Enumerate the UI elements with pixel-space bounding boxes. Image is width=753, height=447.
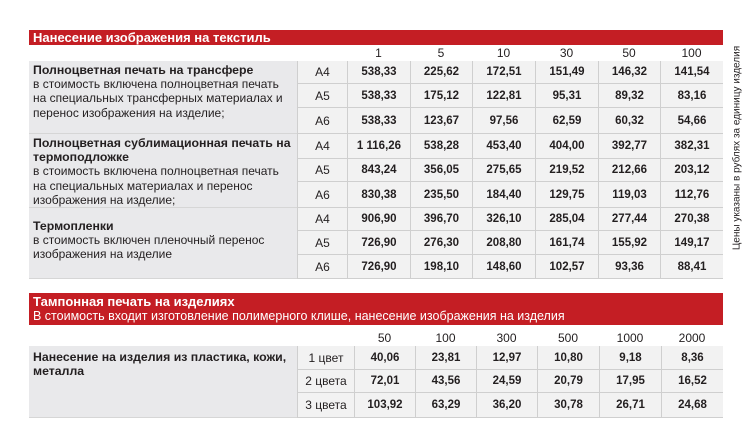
qty-header: 300 <box>496 330 517 345</box>
color-count-label: 2 цвета <box>297 370 354 393</box>
price-cell: 60,32 <box>598 108 660 134</box>
pad-quantity-header <box>29 329 723 346</box>
price-cell: 275,65 <box>472 159 535 183</box>
price-cell: 277,44 <box>598 208 660 231</box>
price-cell: 93,36 <box>598 255 660 279</box>
price-cell: 184,40 <box>472 182 535 208</box>
price-cell: 356,05 <box>410 159 472 183</box>
price-cell: 129,75 <box>535 182 598 208</box>
price-cell: 538,33 <box>347 108 410 134</box>
price-cell: 89,32 <box>598 84 660 108</box>
price-cell: 12,97 <box>476 346 537 370</box>
side-note <box>724 43 750 253</box>
price-cell: 16,52 <box>661 370 723 393</box>
price-cell: 141,54 <box>660 61 723 84</box>
qty-header: 10 <box>496 46 511 60</box>
textile-section-header <box>29 30 723 45</box>
price-cell: 219,52 <box>535 159 598 183</box>
qty-header: 500 <box>557 330 579 345</box>
format-label: А6 <box>297 182 347 208</box>
price-cell: 20,79 <box>537 370 599 393</box>
price-cell: 538,33 <box>347 84 410 108</box>
price-cell: 149,17 <box>660 231 723 255</box>
group-title: Полноцветная печать на трансфере <box>33 63 254 77</box>
price-cell: 24,59 <box>476 370 537 393</box>
price-cell: 151,49 <box>535 61 598 84</box>
price-cell: 30,78 <box>537 393 599 418</box>
price-cell: 830,38 <box>347 182 410 208</box>
price-cell: 122,81 <box>472 84 535 108</box>
group-description-sublimation <box>29 134 297 208</box>
textile-quantity-header <box>29 45 723 61</box>
group-title: Термопленки <box>33 219 114 234</box>
price-cell: 146,32 <box>598 61 660 84</box>
textile-price-table <box>29 45 723 279</box>
format-label: А6 <box>297 108 347 134</box>
price-cell: 63,29 <box>415 393 476 418</box>
price-cell: 326,10 <box>472 208 535 231</box>
table-row <box>29 208 723 231</box>
format-label: А4 <box>297 208 347 231</box>
group-description-transfer <box>29 61 297 134</box>
price-cell: 404,00 <box>535 134 598 159</box>
pad-price-table <box>29 329 723 418</box>
price-cell: 225,62 <box>410 61 472 84</box>
color-count-label: 1 цвет <box>297 346 354 370</box>
group-description-thermofilm <box>29 208 297 279</box>
price-cell: 276,30 <box>410 231 472 255</box>
price-cell: 40,06 <box>354 346 415 370</box>
table-row <box>29 61 723 84</box>
format-label: А4 <box>297 61 347 84</box>
price-cell: 123,67 <box>410 108 472 134</box>
format-label: А5 <box>297 231 347 255</box>
table-row <box>29 134 723 159</box>
price-cell: 10,80 <box>537 346 599 370</box>
format-label: А6 <box>297 255 347 279</box>
price-cell: 906,90 <box>347 208 410 231</box>
price-cell: 392,77 <box>598 134 660 159</box>
qty-header: 1000 <box>616 330 644 345</box>
price-cell: 119,03 <box>598 182 660 208</box>
price-cell: 83,16 <box>660 84 723 108</box>
price-cell: 97,56 <box>472 108 535 134</box>
price-cell: 175,12 <box>410 84 472 108</box>
group-title: Нанесение на изделия из пластика, кожи, металла <box>33 350 287 379</box>
group-description-pad <box>29 346 297 418</box>
price-cell: 148,60 <box>472 255 535 279</box>
group-note: в стоимость включена полноцветная печать на специальных трансферных материалах и перенос изображения на изделие; <box>33 77 283 120</box>
price-cell: 1 116,26 <box>347 134 410 159</box>
group-note: в стоимость включен пленочный перенос изображения на изделие <box>33 233 265 262</box>
side-note-text: Цены указаны в рублях за единицу изделия <box>731 45 743 251</box>
table-row <box>29 346 723 370</box>
pad-section-header <box>29 293 723 325</box>
format-label: А5 <box>297 159 347 183</box>
qty-header: 5 <box>437 46 445 60</box>
qty-header: 30 <box>559 46 574 60</box>
price-cell: 453,40 <box>472 134 535 159</box>
price-cell: 23,81 <box>415 346 476 370</box>
format-label: А5 <box>297 84 347 108</box>
pad-title: Тампонная печать на изделиях <box>33 294 235 309</box>
price-cell: 8,36 <box>661 346 723 370</box>
price-cell: 270,38 <box>660 208 723 231</box>
price-cell: 155,92 <box>598 231 660 255</box>
format-label: А4 <box>297 134 347 159</box>
qty-header: 100 <box>435 330 456 345</box>
qty-header: 100 <box>681 46 702 60</box>
price-cell: 726,90 <box>347 255 410 279</box>
price-cell: 235,50 <box>410 182 472 208</box>
qty-header: 50 <box>622 46 636 60</box>
price-cell: 172,51 <box>472 61 535 84</box>
price-cell: 72,01 <box>354 370 415 393</box>
price-cell: 17,95 <box>599 370 661 393</box>
price-cell: 112,76 <box>660 182 723 208</box>
price-cell: 62,59 <box>535 108 598 134</box>
qty-header: 50 <box>377 330 392 345</box>
price-cell: 726,90 <box>347 231 410 255</box>
price-cell: 43,56 <box>415 370 476 393</box>
price-cell: 212,66 <box>598 159 660 183</box>
price-cell: 382,31 <box>660 134 723 159</box>
price-cell: 103,92 <box>354 393 415 418</box>
price-cell: 102,57 <box>535 255 598 279</box>
price-cell: 203,12 <box>660 159 723 183</box>
qty-header: 2000 <box>678 330 706 345</box>
price-cell: 396,70 <box>410 208 472 231</box>
price-cell: 26,71 <box>599 393 661 418</box>
price-cell: 161,74 <box>535 231 598 255</box>
color-count-label: 3 цвета <box>297 393 354 418</box>
price-cell: 9,18 <box>599 346 661 370</box>
price-cell: 95,31 <box>535 84 598 108</box>
price-cell: 36,20 <box>476 393 537 418</box>
price-cell: 843,24 <box>347 159 410 183</box>
price-cell: 208,80 <box>472 231 535 255</box>
price-cell: 54,66 <box>660 108 723 134</box>
textile-title: Нанесение изображения на текстиль <box>33 30 271 45</box>
qty-header: 1 <box>375 46 382 60</box>
price-cell: 24,68 <box>661 393 723 418</box>
price-cell: 198,10 <box>410 255 472 279</box>
price-cell: 538,33 <box>347 61 410 84</box>
price-cell: 285,04 <box>535 208 598 231</box>
pad-subtitle: В стоимость входит изготовление полимерного клише, нанесение изображения на изделия <box>33 309 565 323</box>
price-cell: 88,41 <box>660 255 723 279</box>
group-title: Полноцветная сублимационная печать на термоподложке <box>33 136 291 165</box>
group-note: в стоимость включена полноцветная печать на специальных материалах и перенос изображения на изделие; <box>33 164 279 207</box>
price-cell: 538,28 <box>410 134 472 159</box>
